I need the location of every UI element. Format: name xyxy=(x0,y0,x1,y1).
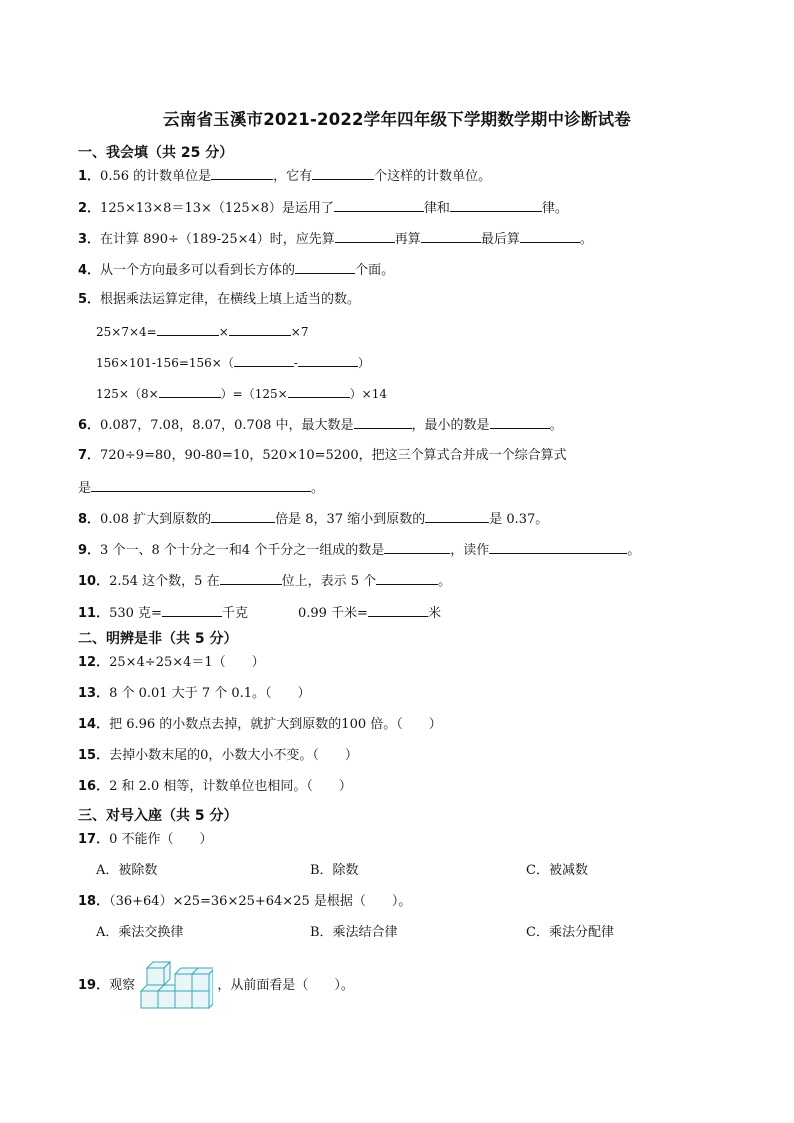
option-a[interactable]: A．被除数 xyxy=(96,863,158,878)
question-text: 0.56 的计数单位是 xyxy=(100,169,212,184)
question-text: ）=（125× xyxy=(220,387,288,401)
question-number: 9． xyxy=(78,543,101,558)
question-text: 。 xyxy=(549,418,563,433)
question-number: 6． xyxy=(78,418,101,433)
question-text: ） xyxy=(357,356,370,370)
question-number: 3． xyxy=(78,232,101,247)
question-number: 17． xyxy=(78,832,110,847)
section-heading-2: 二、明辨是非（共 5 分） xyxy=(78,631,238,647)
question-15 xyxy=(78,747,358,765)
question-number: 15． xyxy=(78,748,110,763)
section-heading-3: 三、对号入座（共 5 分） xyxy=(78,808,238,824)
answer-blank[interactable] xyxy=(211,166,273,180)
question-number: 10． xyxy=(78,574,110,589)
answer-blank[interactable] xyxy=(425,509,489,523)
question-text: 0.087，7.08，8.07，0.708 中，最大数是 xyxy=(100,418,354,433)
question-text: ，读作 xyxy=(450,543,490,558)
answer-blank[interactable] xyxy=(354,415,412,429)
question-9 xyxy=(78,540,640,560)
answer-blank[interactable] xyxy=(490,415,550,429)
question-5-item-1 xyxy=(96,322,308,341)
question-text: 。 xyxy=(438,574,452,589)
question-text: - xyxy=(293,356,298,370)
question-text: 2 和 2.0 相等，计数单位也相同。（ ） xyxy=(109,779,352,794)
question-text: 再算 xyxy=(394,232,421,247)
question-text: × xyxy=(218,325,229,339)
question-number: 18． xyxy=(78,894,110,909)
question-17 xyxy=(78,831,213,849)
answer-blank[interactable] xyxy=(234,353,294,367)
question-number: 12． xyxy=(78,655,110,670)
question-text: 0 不能作（ ） xyxy=(109,832,213,847)
question-text: 156×101-156=156×（ xyxy=(96,356,234,370)
question-text: 。 xyxy=(627,543,641,558)
question-text: 720÷9=80，90-80=10，520×10=5200，把这三个算式合并成一个综合算式 xyxy=(100,448,567,463)
answer-blank[interactable] xyxy=(334,198,424,212)
question-text: 在计算 890÷（189-25×4）时，应先算 xyxy=(100,232,335,247)
question-text: 倍是 8，37 缩小到原数的 xyxy=(275,512,426,527)
answer-blank[interactable] xyxy=(220,571,282,585)
answer-blank[interactable] xyxy=(211,509,275,523)
page-title: 云南省玉溪市2021-2022学年四年级下学期数学期中诊断试卷 xyxy=(163,110,631,129)
question-text: 去掉小数末尾的0，小数大小不变。（ ） xyxy=(109,748,358,763)
option-a[interactable]: A．乘法交换律 xyxy=(96,925,184,940)
option-b[interactable]: B．乘法结合律 xyxy=(310,925,398,940)
question-text: 125×13×8＝13×（125×8）是运用了 xyxy=(100,201,334,216)
answer-blank[interactable] xyxy=(335,229,395,243)
question-11 xyxy=(78,603,441,623)
answer-blank[interactable] xyxy=(376,571,438,585)
cube-stack-figure xyxy=(139,961,213,1011)
question-5 xyxy=(78,291,360,309)
question-16 xyxy=(78,778,352,796)
question-4 xyxy=(78,260,394,280)
option-b[interactable]: B．除数 xyxy=(310,863,359,878)
section-heading-1: 一、我会填（共 25 分） xyxy=(78,145,234,161)
question-19 xyxy=(78,958,354,1014)
question-text: ）×14 xyxy=(349,387,387,401)
question-text: 125×（8× xyxy=(96,387,159,401)
question-text: 是 0.37。 xyxy=(489,512,549,527)
question-6 xyxy=(78,415,563,435)
question-text: 位上，表示 5 个 xyxy=(281,574,377,589)
answer-blank[interactable] xyxy=(159,384,221,398)
option-c[interactable]: C．乘法分配律 xyxy=(526,925,614,940)
answer-blank[interactable] xyxy=(295,260,355,274)
question-number: 4． xyxy=(78,263,101,278)
question-14 xyxy=(78,716,442,734)
answer-blank[interactable] xyxy=(298,353,358,367)
question-text: 。 xyxy=(311,481,325,496)
question-number: 1． xyxy=(78,169,101,184)
question-7-line-2 xyxy=(78,478,324,498)
question-text: 。 xyxy=(579,232,593,247)
answer-blank[interactable] xyxy=(162,603,222,617)
option-c[interactable]: C．被减数 xyxy=(526,863,588,878)
question-text: 律。 xyxy=(541,201,568,216)
question-text: 千克 xyxy=(221,606,248,621)
question-text: 从一个方向最多可以看到长方体的 xyxy=(100,263,296,278)
answer-blank[interactable] xyxy=(368,603,428,617)
question-number: 2． xyxy=(78,201,101,216)
question-number: 13． xyxy=(78,686,110,701)
question-text: 米 xyxy=(427,606,441,621)
question-text: ，它有 xyxy=(273,169,313,184)
question-7 xyxy=(78,447,567,465)
question-3 xyxy=(78,229,593,249)
question-text: 把 6.96 的小数点去掉，就扩大到原数的100 倍。（ ） xyxy=(109,717,442,732)
answer-blank[interactable] xyxy=(91,478,311,492)
question-text: 最后算 xyxy=(480,232,520,247)
answer-blank[interactable] xyxy=(157,322,219,336)
question-text: 观察 xyxy=(109,978,136,993)
question-number: 8． xyxy=(78,512,101,527)
answer-blank[interactable] xyxy=(421,229,481,243)
question-text: ×7 xyxy=(290,325,309,339)
answer-blank[interactable] xyxy=(288,384,350,398)
question-text: ，从前面看是（ ）。 xyxy=(217,978,354,993)
question-number: 11． xyxy=(78,606,110,621)
question-text: 律和 xyxy=(423,201,450,216)
question-text: 530 克= xyxy=(109,606,162,621)
question-text: 0.99 千米= xyxy=(297,606,368,621)
question-number: 19． xyxy=(78,978,110,993)
question-number: 5． xyxy=(78,292,101,307)
answer-blank[interactable] xyxy=(520,229,580,243)
question-8 xyxy=(78,509,548,529)
question-18 xyxy=(78,893,411,911)
question-number: 7． xyxy=(78,448,101,463)
question-text: 2.54 这个数，5 在 xyxy=(109,574,220,589)
answer-blank[interactable] xyxy=(229,322,291,336)
answer-blank[interactable] xyxy=(489,540,627,554)
question-text: 是 xyxy=(78,481,92,496)
question-5-item-3 xyxy=(96,384,387,403)
question-text: 8 个 0.01 大于 7 个 0.1。（ ） xyxy=(109,686,311,701)
answer-blank[interactable] xyxy=(312,166,374,180)
question-2 xyxy=(78,198,568,218)
question-text: 25×7×4= xyxy=(96,325,157,339)
question-1 xyxy=(78,166,491,186)
question-text: 个面。 xyxy=(355,263,395,278)
question-text: 根据乘法运算定律，在横线上填上适当的数。 xyxy=(100,292,361,307)
question-text: 个这样的计数单位。 xyxy=(374,169,492,184)
question-text: 3 个一、8 个十分之一和4 个千分之一组成的数是 xyxy=(100,543,385,558)
question-12 xyxy=(78,654,265,672)
question-number: 16． xyxy=(78,779,110,794)
question-text: 0.08 扩大到原数的 xyxy=(100,512,212,527)
question-13 xyxy=(78,685,311,703)
question-number: 14． xyxy=(78,717,110,732)
question-text: ，最小的数是 xyxy=(411,418,490,433)
question-5-item-2 xyxy=(96,353,370,372)
answer-blank[interactable] xyxy=(384,540,450,554)
question-10 xyxy=(78,571,451,591)
answer-blank[interactable] xyxy=(450,198,542,212)
question-text: （36+64）×25=36×25+64×25 是根据（ ）。 xyxy=(109,894,412,909)
question-text: 25×4÷25×4＝1（ ） xyxy=(109,655,265,670)
